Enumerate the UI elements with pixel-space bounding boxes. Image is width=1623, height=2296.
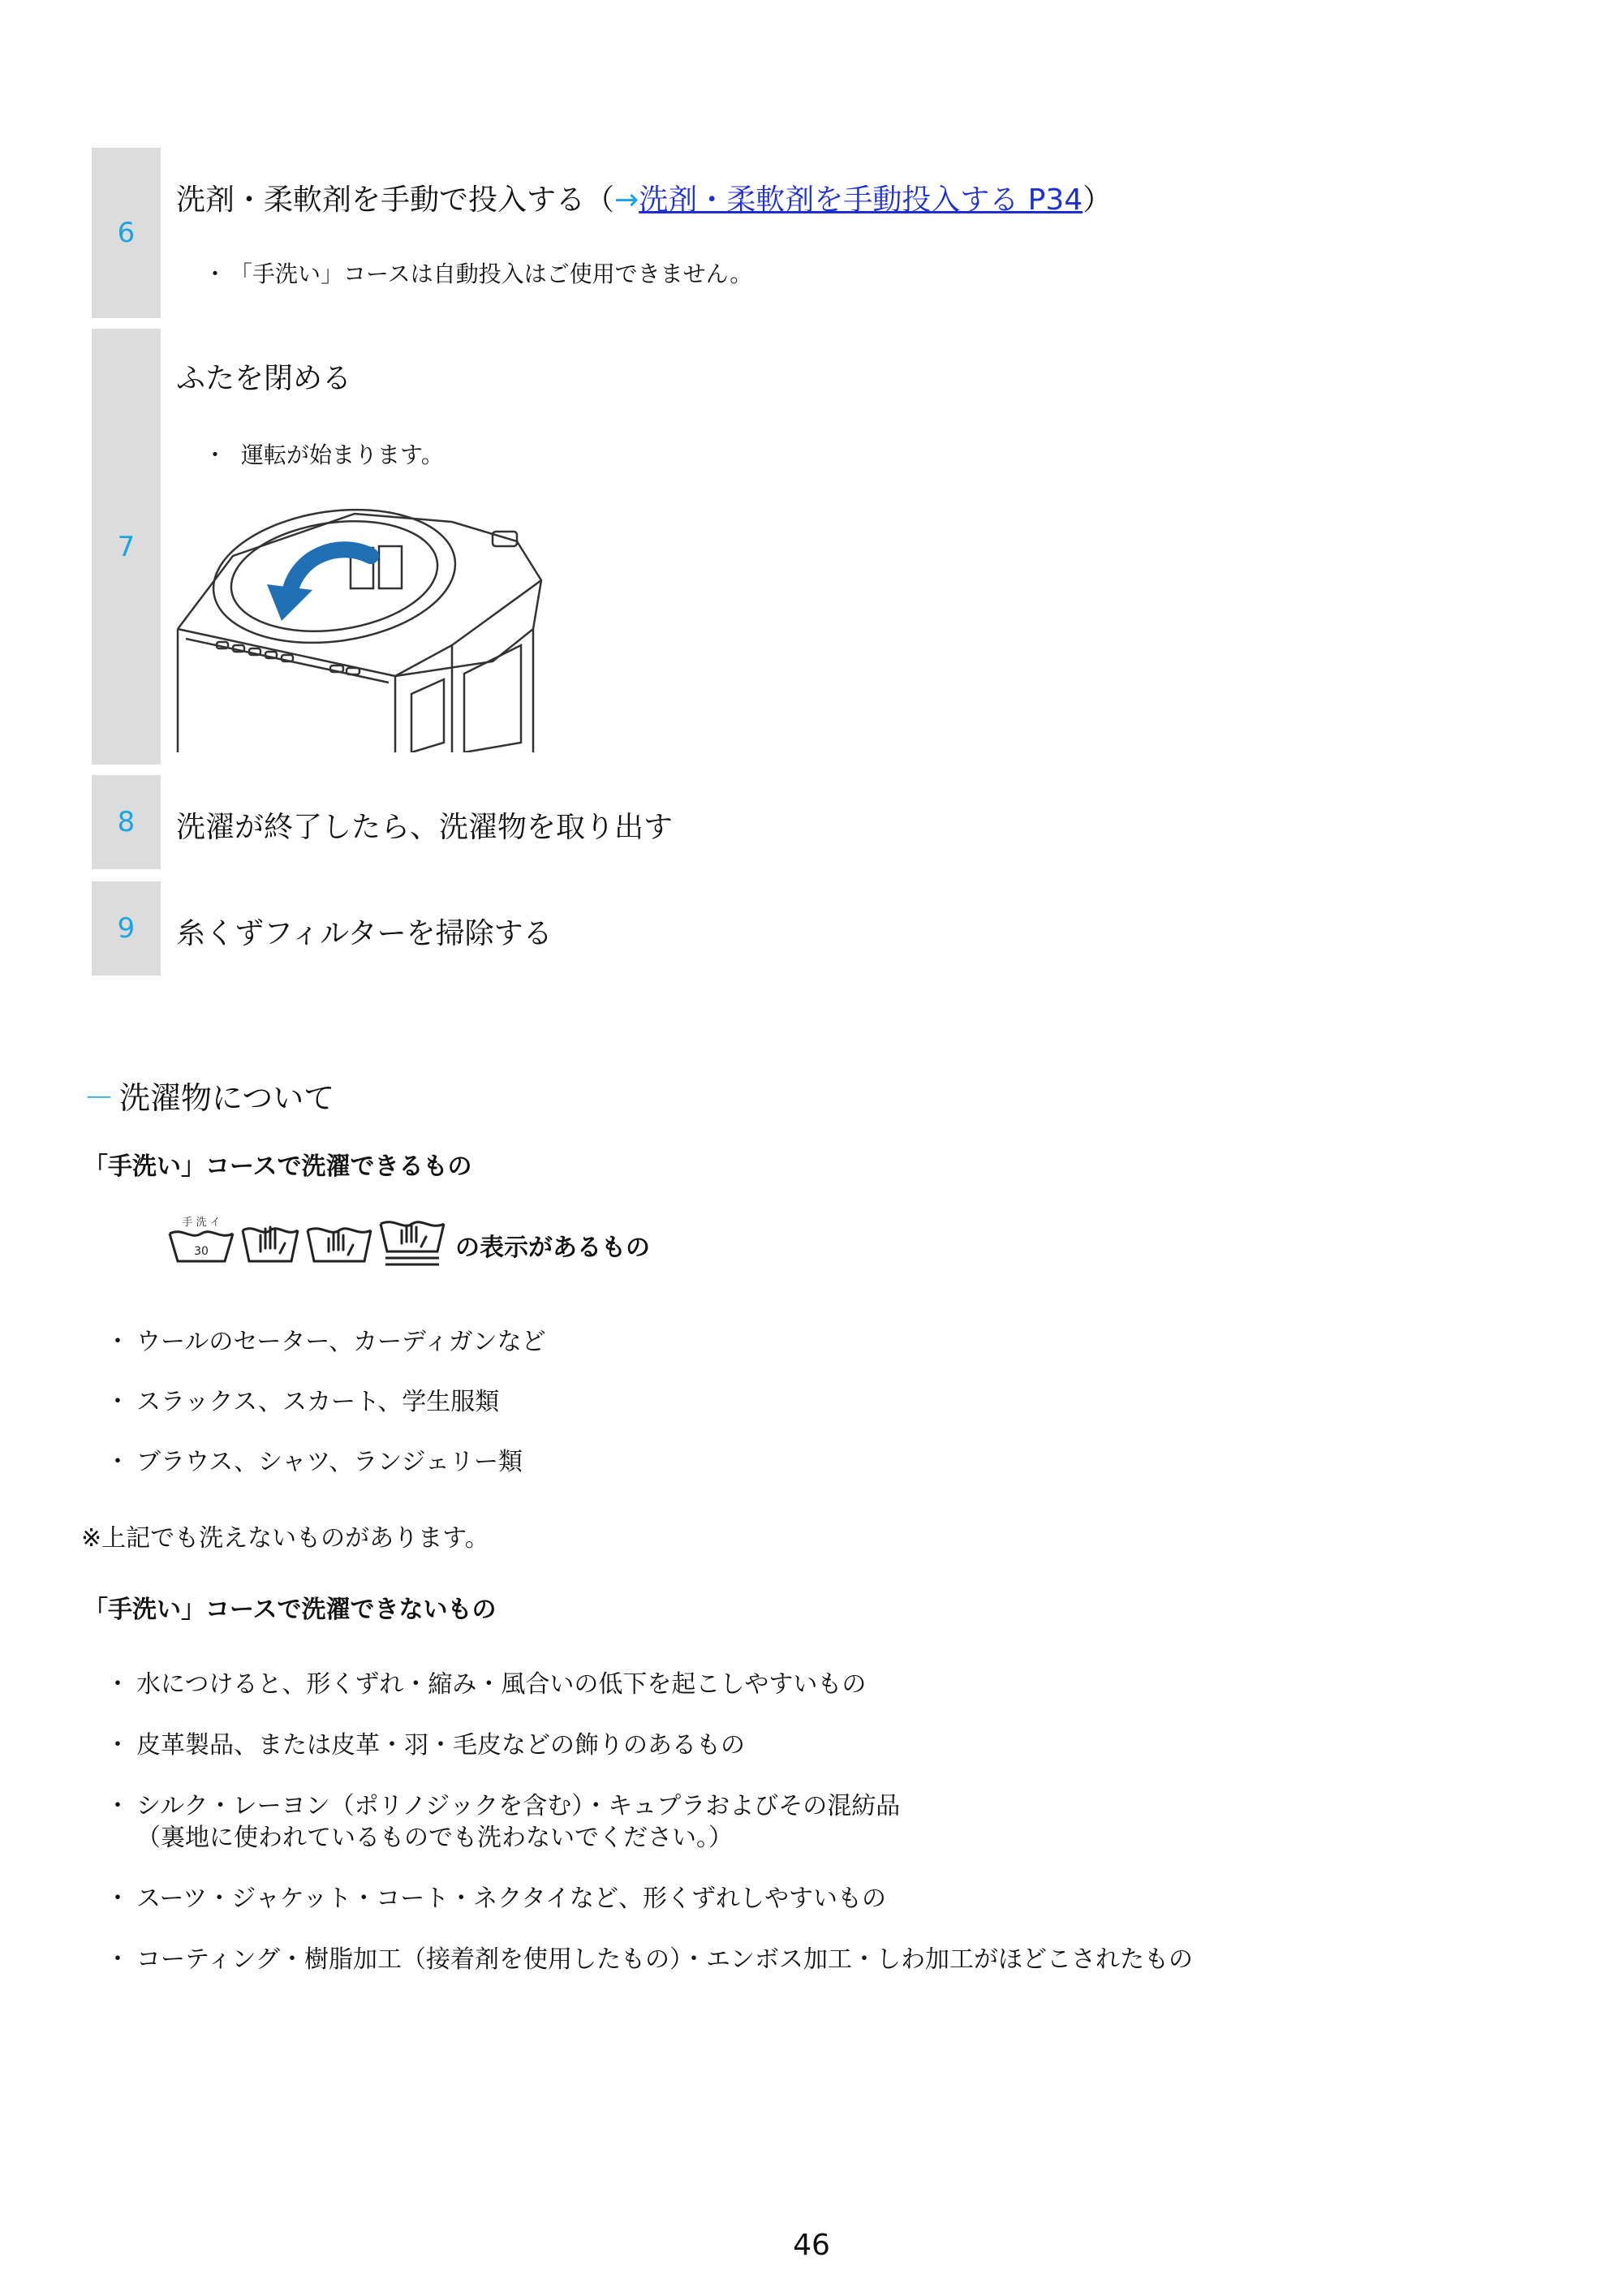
- step-number: 9: [92, 881, 161, 976]
- bullet: ・: [204, 261, 227, 287]
- bullet: ・: [204, 442, 227, 468]
- step-title: 糸くずフィルターを掃除する: [176, 917, 553, 950]
- step-6: [92, 148, 1552, 318]
- hand-wash-very-gentle-icon: [377, 1208, 447, 1268]
- step-title: 洗濯が終了したら、洗濯物を取り出す: [176, 811, 674, 844]
- step-9: [92, 881, 1552, 976]
- list-item: ・ スーツ・ジャケット・コート・ネクタイなど、形くずれしやすいもの: [105, 1885, 886, 1913]
- washable-heading: 「手洗い」コースで洗濯できるもの: [84, 1152, 472, 1181]
- step-note: ・ 運転が始まります。: [204, 442, 444, 468]
- step-title: 洗剤・柔軟剤を手動で投入する（→洗剤・柔軟剤を手動投入する P34）: [176, 183, 1113, 217]
- list-item: ・ ウールのセーター、カーディガンなど: [105, 1328, 546, 1356]
- hand-wash-tub-icon: [239, 1211, 301, 1268]
- step-number: 8: [92, 775, 161, 869]
- list-item: ・ シルク・レーヨン（ポリノジックを含む）・キュプラおよびその混紡品: [105, 1792, 901, 1820]
- section-title: － 洗濯物について: [84, 1080, 335, 1116]
- svg-text:30: 30: [194, 1245, 209, 1258]
- care-symbols-text: の表示があるもの: [455, 1234, 650, 1262]
- svg-text:手 洗 イ: 手 洗 イ: [182, 1217, 221, 1229]
- list-item: ・ コーティング・樹脂加工（接着剤を使用したもの）・エンボス加工・しわ加工がほどこされたもの: [105, 1945, 1193, 1974]
- list-item: ・ スラックス、スカート、学生服類: [105, 1388, 500, 1416]
- step-note: ・ 「手洗い」コースは自動投入はご使用できません。: [204, 261, 753, 287]
- step-7: [92, 329, 1552, 765]
- step-number: 6: [92, 148, 161, 318]
- not-washable-heading: 「手洗い」コースで洗濯できないもの: [84, 1596, 497, 1624]
- step-8: [92, 775, 1552, 869]
- list-item: ・ ブラウス、シャツ、ランジェリー類: [105, 1448, 523, 1476]
- step-title: ふたを閉める: [176, 362, 352, 395]
- hand-wash-gentle-icon: [304, 1211, 374, 1268]
- step-number: 7: [92, 329, 161, 765]
- list-item-continuation: （裏地に使われているものでも洗わないでください。）: [136, 1824, 733, 1852]
- hand-wash-30-icon: [166, 1211, 236, 1268]
- page-link-p34[interactable]: 洗剤・柔軟剤を手動投入する P34: [639, 183, 1083, 217]
- page-number: 46: [793, 2229, 830, 2262]
- washing-machine-lid-illustration: [176, 499, 631, 752]
- list-item: ・ 水につけると、形くずれ・縮み・風合いの低下を起こしやすいもの: [105, 1670, 867, 1699]
- care-symbols-row: [166, 1208, 650, 1268]
- arrow-icon: →: [614, 183, 639, 217]
- washable-note: ※上記でも洗えないものがあります。: [81, 1524, 489, 1553]
- list-item: ・ 皮革製品、または皮革・羽・毛皮などの飾りのあるもの: [105, 1731, 745, 1760]
